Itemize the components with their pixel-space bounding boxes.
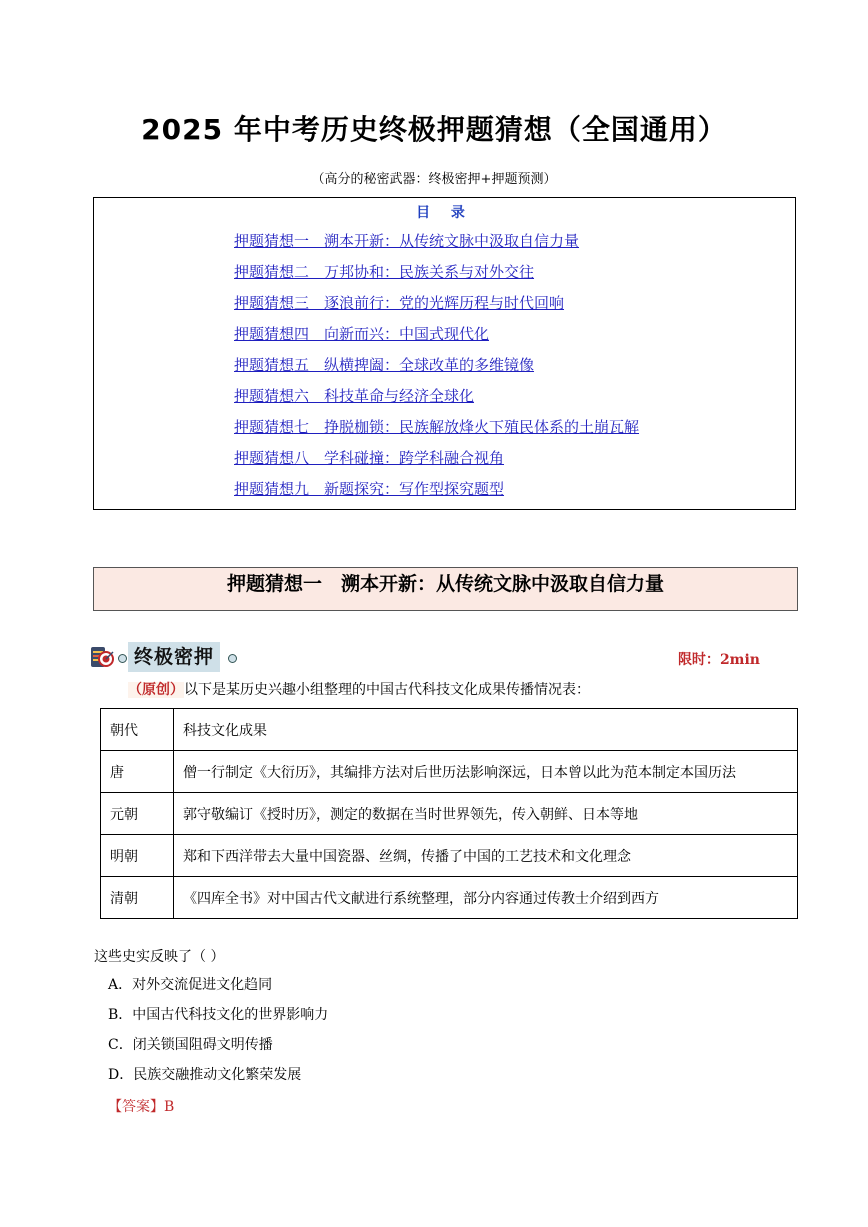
table-row <box>101 877 798 919</box>
cell-achievement: 《四库全书》对中国古代文献进行系统整理，部分内容通过传教士介绍到西方 <box>174 877 798 919</box>
section-banner: 押题猜想一 溯本开新：从传统文脉中汲取自信力量 <box>93 567 798 611</box>
toc-link-8[interactable]: 押题猜想八 学科碰撞：跨学科融合视角 <box>234 449 505 467</box>
time-limit-value: 2min <box>719 652 760 668</box>
toc-link-5[interactable]: 押题猜想五 纵横捭阖：全球改革的多维镜像 <box>234 356 535 374</box>
answer-label: 【答案】 <box>108 1099 164 1115</box>
option-b: B．中国古代科技文化的世界影响力 <box>108 1007 329 1023</box>
cell-dynasty: 元朝 <box>101 793 174 835</box>
table-of-contents <box>93 197 796 510</box>
option-c: C．闭关锁国阻碍文明传播 <box>108 1037 273 1053</box>
header-dynasty: 朝代 <box>101 709 174 751</box>
target-icon <box>90 645 114 669</box>
cell-achievement: 僧一行制定《大衍历》，其编排方法对后世历法影响深远，日本曾以此为范本制定本国历法 <box>174 751 798 793</box>
achievements-table <box>100 708 798 919</box>
toc-link-9[interactable]: 押题猜想九 新题探究：写作型探究题型 <box>234 480 505 498</box>
toc-link-3[interactable]: 押题猜想三 逐浪前行：党的光辉历程与时代回响 <box>234 294 565 312</box>
answer <box>108 1096 174 1116</box>
answer-value: B <box>164 1099 175 1115</box>
option-d: D．民族交融推动文化繁荣发展 <box>108 1067 302 1083</box>
toc-heading: 目 录 <box>416 205 473 221</box>
original-tag: （原创） <box>128 682 184 698</box>
cell-achievement: 郭守敬编订《授时历》，测定的数据在当时世界领先，传入朝鲜、日本等地 <box>174 793 798 835</box>
time-limit <box>678 649 760 669</box>
cell-dynasty: 唐 <box>101 751 174 793</box>
time-limit-label: 限时： <box>677 652 720 668</box>
toc-link-7[interactable]: 押题猜想七 挣脱枷锁：民族解放烽火下殖民体系的土崩瓦解 <box>234 418 640 436</box>
table-row <box>101 751 798 793</box>
page-title: 2025 年中考历史终极押题猜想（全国通用） <box>141 113 727 146</box>
toc-link-2[interactable]: 押题猜想二 万邦协和：民族关系与对外交往 <box>234 263 535 281</box>
cell-achievement: 郑和下西洋带去大量中国瓷器、丝绸，传播了中国的工艺技术和文化理念 <box>174 835 798 877</box>
question-prompt: 这些史实反映了（ ） <box>94 949 225 965</box>
toc-link-6[interactable]: 押题猜想六 科技革命与经济全球化 <box>234 387 475 405</box>
option-a: A．对外交流促进文化趋同 <box>108 977 273 993</box>
table-header-row <box>101 709 798 751</box>
page-subtitle: （高分的秘密武器：终极密押+押题预测） <box>311 172 557 187</box>
toc-link-4[interactable]: 押题猜想四 向新而兴：中国式现代化 <box>234 325 490 343</box>
table-row <box>101 793 798 835</box>
question-stem <box>128 679 590 699</box>
table-row <box>101 835 798 877</box>
toc-link-1[interactable]: 押题猜想一 溯本开新：从传统文脉中汲取自信力量 <box>234 232 580 250</box>
bullet-dot-icon <box>118 654 127 663</box>
toc-list <box>234 230 639 509</box>
bullet-dot-icon <box>228 654 237 663</box>
secret-label: 终极密押 <box>128 642 220 672</box>
question-stem-text: 以下是某历史兴趣小组整理的中国古代科技文化成果传播情况表： <box>184 682 590 698</box>
answer-options <box>108 975 328 1095</box>
cell-dynasty: 清朝 <box>101 877 174 919</box>
header-achievement: 科技文化成果 <box>174 709 798 751</box>
secret-header <box>88 640 800 674</box>
cell-dynasty: 明朝 <box>101 835 174 877</box>
